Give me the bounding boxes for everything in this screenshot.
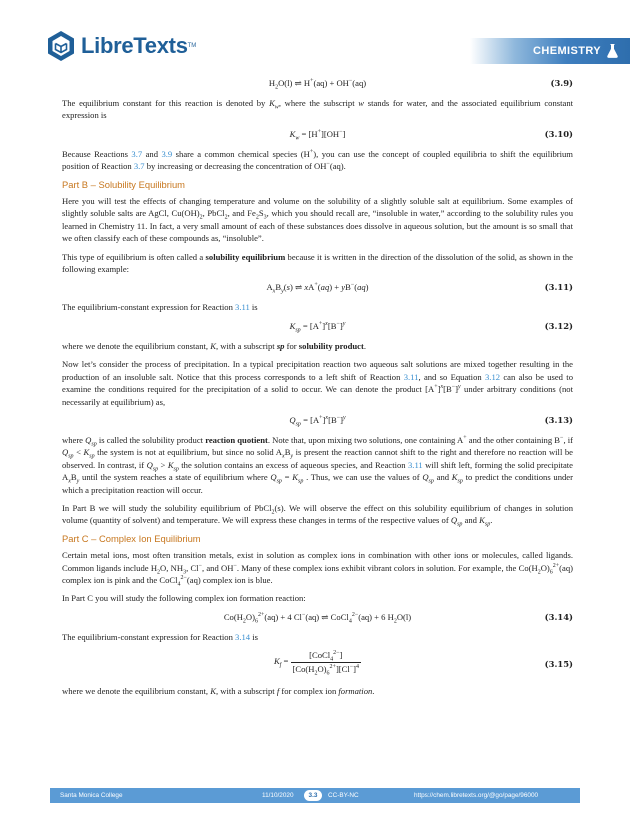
equation-number: (3.10) xyxy=(544,128,573,139)
equation-3-15: $K_f$ = $\frac{[CoCl_4^{2-}]}{[Co(H_2O)_6^{2+}][Cl^-]^4}$ (3.15) xyxy=(273,650,573,677)
footer-license[interactable]: CC-BY-NC xyxy=(328,792,359,799)
equation-3-10: $K_w = [H^+][OH^-]$ (3.10) xyxy=(289,128,573,142)
equation-number: (3.15) xyxy=(544,659,573,670)
heading-part-b: Part B – Solubility Equilibrium xyxy=(62,178,185,190)
reaction-link[interactable]: 3.9 xyxy=(161,148,173,159)
equation-number: (3.9) xyxy=(550,78,573,88)
equation-3-14: $Co(H_2O)_6^{2+}(aq) + 4$ Cl−(aq) ⇌ CoCl$_4^{2-}$(aq) + 6 $H_2O(l)$ (3.14) xyxy=(223,611,573,625)
reaction-link[interactable]: 3.7 xyxy=(133,161,145,172)
paragraph: In Part B we will study the solubility equilibrium of PbCl$_2$(s). We will observe the effect on this solubility equilibrium of changes in solution volume (quantity of solvent) and temperature. We will express these changes in terms of the respective values of $Q_{sp}$ and $K_{sp}$. xyxy=(62,502,574,529)
paragraph: The equilibrium constant for this reaction is denoted by $K_w$, where the subscript w stands for water, and the associated equilibrium constant expression is xyxy=(62,98,573,121)
equation-number: (3.14) xyxy=(544,611,573,622)
equation-3-9: $H_2O(l)$ ⇌ H+(aq) + OH−(aq) (3.9) xyxy=(268,78,573,91)
paragraph: Certain metal ions, most often transition metals, exist in solution as complex ions in combination with other ions or molecules, called ligands. Common ligands include $H_2O$, $NH_3$, Cl−, and OH−. Many of these complex ions exhibit vibrant colors in solution. For example, the $Co(H_2O)_6^{2+}(aq)$ complex ion is pink and the CoCl$_4^{2-}$(aq) complex ion is blue. xyxy=(62,550,573,588)
reaction-link[interactable]: 3.11 xyxy=(403,371,419,382)
brand-trademark: TM xyxy=(187,43,197,49)
brand-name: LibreTexts xyxy=(81,33,188,58)
footer-date: 11/10/2020 xyxy=(262,792,294,799)
reaction-link[interactable]: 3.14 xyxy=(235,631,251,642)
equation-3-13: $Q_{sp} = [A^+]^x[B^-]^y$ (3.13) xyxy=(289,414,573,428)
equation-number: (3.13) xyxy=(544,414,573,425)
paragraph: The equilibrium-constant expression for Reaction 3.14 is xyxy=(62,631,258,642)
flask-icon xyxy=(607,44,618,58)
equation-number: (3.12) xyxy=(544,320,573,331)
heading-part-c: Part C – Complex Ion Equilibrium xyxy=(62,532,201,544)
paragraph: The equilibrium-constant expression for Reaction 3.11 is xyxy=(62,302,258,313)
paragraph: where we denote the equilibrium constant, K, with a subscript sp for solubility product. xyxy=(62,340,366,351)
hexagon-logo-icon xyxy=(46,30,76,62)
paragraph: Because Reactions 3.7 and 3.9 share a common chemical species (H+), you can use the concept of coupled equilibria to shift the equilibrium position of Reaction 3.7 by increasing or decreasing the concentration of OH−(aq). xyxy=(62,148,573,172)
libretexts-logo[interactable] xyxy=(46,30,196,62)
footer-college: Santa Monica College xyxy=(60,792,123,799)
paragraph: where $Q_{sp}$ is called the solubility product reaction quotient. Note that, upon mixing two solutions, one containing A+ and the other containing B−, if $Q_{sp} < K_{sp}$ the system is not at equilibrium, but since no solid $A_xB_y$ is present the reaction cannot shift to the right and therefore no reaction will be observed. In contrast, if $Q_{sp} > K_{sp}$ the solution contains an excess of aqueous species, and Reaction 3.11 will shift left, forming the solid precipitate $A_xB_y$ until the system reaches a state of equilibrium where $Q_{sp} = K_{sp}$ . Thus, we can use the values of $Q_{sp}$ and $K_{sp}$ to predict the conditions under which a precipitation reaction will occur. xyxy=(62,434,574,495)
paragraph: This type of equilibrium is often called a solubility equilibrium because it is written in the direction of the dissolution of the solid, as shown in the following example: xyxy=(62,251,573,275)
equation-link[interactable]: 3.12 xyxy=(485,371,501,382)
page-content xyxy=(62,74,573,704)
chemistry-banner[interactable] xyxy=(470,38,630,64)
equation-number: (3.11) xyxy=(544,282,573,293)
page-footer xyxy=(50,788,580,803)
paragraph: Now let’s consider the process of precipitation. In a typical precipitation reaction two aqueous salt solutions are mixed together resulting in the production of an insoluble salt. Notice that this process corresponds to a left shift of Reaction 3.11, and so Equation 3.12 can also be used to examine the conditions required for the precipitation of a solid to occur. We can denote the product $[A^+]^x[B^-]^y$ under arbitrary conditions (not necessarily at equilibrium) as, xyxy=(62,359,573,407)
footer-url[interactable]: https://chem.libretexts.org/@go/page/96000 xyxy=(414,792,539,799)
reaction-link[interactable]: 3.7 xyxy=(131,148,143,159)
section-label: CHEMISTRY xyxy=(533,45,601,57)
paragraph: Here you will test the effects of changing temperature and volume on the solubility of a slightly soluble salt at equilibrium. Some examples of slightly soluble salts are AgCl, $Cu(OH)_2$, PbCl$_2$, and $Fe_2S_3$, which you should recall are, “insoluble in water,” according to the solubility rules you learned in Chemistry 11. In fact, a very small amount of each of these substances does dissolve in aqueous solution, but the amount is so small that we often classify each of these compounds as, “insoluble”. xyxy=(62,196,573,244)
reaction-link[interactable]: 3.11 xyxy=(235,302,250,313)
equation-3-12: $K_{sp} = [A^+]^x[B^-]^y$ (3.12) xyxy=(289,320,573,334)
page-number-badge: 3.3 xyxy=(304,790,322,801)
paragraph: where we denote the equilibrium constant, K, with a subscript f for complex ion formation. xyxy=(62,686,375,697)
page-header xyxy=(0,0,630,68)
equation-3-11: $A_xB_y(s)$ ⇌ xA+(aq) + yB−(aq) (3.11) xyxy=(266,282,573,296)
reaction-link[interactable]: 3.11 xyxy=(408,459,423,470)
paragraph: In Part C you will study the following complex ion formation reaction: xyxy=(62,593,306,604)
